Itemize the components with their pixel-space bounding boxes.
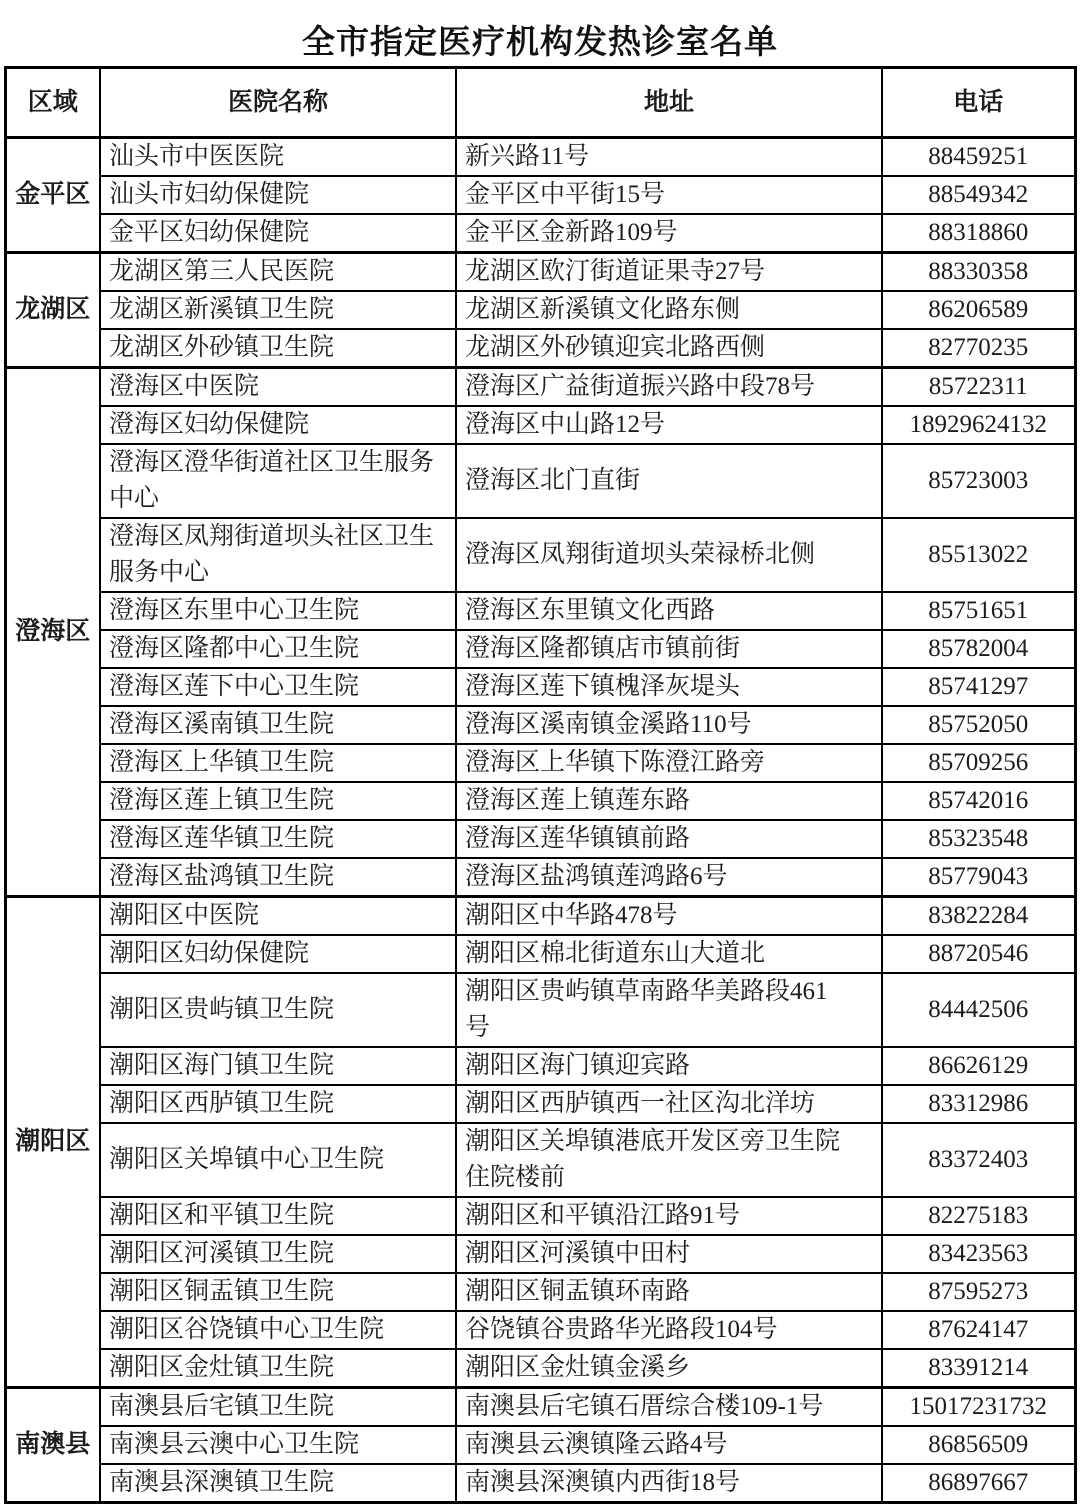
phone-cell: 83822284 [882, 897, 1075, 936]
phone-cell: 85751651 [882, 592, 1075, 630]
table-row [5, 1273, 1075, 1311]
address-cell: 澄海区隆都镇店市镇前街 [456, 630, 882, 668]
phone-cell: 88318860 [882, 214, 1075, 253]
table-row [5, 1464, 1075, 1503]
table-row [5, 858, 1075, 897]
table-row [5, 1197, 1075, 1235]
region-cell: 南澳县 [5, 1388, 100, 1503]
hospital-cell: 潮阳区河溪镇卫生院 [100, 1235, 456, 1273]
hospital-cell: 潮阳区中医院 [100, 897, 456, 936]
address-cell: 谷饶镇谷贵路华光路段104号 [456, 1311, 882, 1349]
header-row [5, 68, 1075, 138]
address-cell: 澄海区上华镇下陈澄江路旁 [456, 744, 882, 782]
address-cell: 澄海区莲华镇镇前路 [456, 820, 882, 858]
hospital-cell: 龙湖区外砂镇卫生院 [100, 329, 456, 368]
phone-cell: 85742016 [882, 782, 1075, 820]
hospital-cell: 澄海区上华镇卫生院 [100, 744, 456, 782]
address-cell: 潮阳区西胪镇西一社区沟北洋坊 [456, 1085, 882, 1123]
address-cell: 澄海区盐鸿镇莲鸿路6号 [456, 858, 882, 897]
table-header [5, 68, 1075, 138]
region-cell: 金平区 [5, 138, 100, 253]
address-cell: 南澳县深澳镇内西街18号 [456, 1464, 882, 1503]
table-row [5, 592, 1075, 630]
region-cell: 澄海区 [5, 368, 100, 897]
address-cell: 澄海区广益街道振兴路中段78号 [456, 368, 882, 407]
phone-cell: 83312986 [882, 1085, 1075, 1123]
phone-cell: 83391214 [882, 1349, 1075, 1388]
table-row [5, 820, 1075, 858]
table-row [5, 1426, 1075, 1464]
phone-cell: 85709256 [882, 744, 1075, 782]
address-cell: 龙湖区欧汀街道证果寺27号 [456, 253, 882, 292]
phone-cell: 85741297 [882, 668, 1075, 706]
address-cell: 澄海区溪南镇金溪路110号 [456, 706, 882, 744]
hospital-cell: 潮阳区妇幼保健院 [100, 935, 456, 973]
table-row [5, 1349, 1075, 1388]
table-row [5, 1047, 1075, 1085]
hospital-cell: 南澳县云澳中心卫生院 [100, 1426, 456, 1464]
table-row [5, 406, 1075, 444]
table-row [5, 138, 1075, 177]
phone-cell: 85779043 [882, 858, 1075, 897]
hospital-cell: 澄海区妇幼保健院 [100, 406, 456, 444]
address-cell: 新兴路11号 [456, 138, 882, 177]
table-row [5, 706, 1075, 744]
table-row [5, 253, 1075, 292]
address-cell: 金平区金新路109号 [456, 214, 882, 253]
hospital-cell: 澄海区中医院 [100, 368, 456, 407]
column-header-address: 地址 [456, 68, 882, 138]
address-cell: 潮阳区铜盂镇环南路 [456, 1273, 882, 1311]
phone-cell: 85782004 [882, 630, 1075, 668]
table-row [5, 630, 1075, 668]
phone-cell: 82275183 [882, 1197, 1075, 1235]
phone-cell: 83372403 [882, 1123, 1075, 1197]
fever-clinic-table [4, 66, 1077, 1504]
phone-cell: 88330358 [882, 253, 1075, 292]
table-row [5, 782, 1075, 820]
address-cell: 潮阳区金灶镇金溪乡 [456, 1349, 882, 1388]
hospital-cell: 澄海区盐鸿镇卫生院 [100, 858, 456, 897]
address-cell: 潮阳区贵屿镇草南路华美路段461号 [456, 973, 882, 1047]
hospital-cell: 汕头市中医医院 [100, 138, 456, 177]
hospital-cell: 南澳县后宅镇卫生院 [100, 1388, 456, 1427]
address-cell: 潮阳区和平镇沿江路91号 [456, 1197, 882, 1235]
hospital-cell: 澄海区隆都中心卫生院 [100, 630, 456, 668]
hospital-cell: 澄海区莲下中心卫生院 [100, 668, 456, 706]
hospital-cell: 澄海区凤翔街道坝头社区卫生服务中心 [100, 518, 456, 592]
hospital-cell: 澄海区莲上镇卫生院 [100, 782, 456, 820]
phone-cell: 85513022 [882, 518, 1075, 592]
address-cell: 澄海区中山路12号 [456, 406, 882, 444]
address-cell: 潮阳区海门镇迎宾路 [456, 1047, 882, 1085]
table-row [5, 973, 1075, 1047]
address-cell: 澄海区莲下镇槐泽灰堤头 [456, 668, 882, 706]
phone-cell: 85752050 [882, 706, 1075, 744]
table-body [5, 138, 1075, 1503]
column-header-region: 区域 [5, 68, 100, 138]
region-cell: 龙湖区 [5, 253, 100, 368]
phone-cell: 82770235 [882, 329, 1075, 368]
address-cell: 澄海区莲上镇莲东路 [456, 782, 882, 820]
hospital-cell: 南澳县深澳镇卫生院 [100, 1464, 456, 1503]
table-row [5, 1388, 1075, 1427]
address-cell: 潮阳区中华路478号 [456, 897, 882, 936]
hospital-cell: 潮阳区金灶镇卫生院 [100, 1349, 456, 1388]
phone-cell: 88459251 [882, 138, 1075, 177]
phone-cell: 85722311 [882, 368, 1075, 407]
phone-cell: 88549342 [882, 176, 1075, 214]
address-cell: 澄海区凤翔街道坝头荣禄桥北侧 [456, 518, 882, 592]
hospital-cell: 潮阳区关埠镇中心卫生院 [100, 1123, 456, 1197]
hospital-cell: 潮阳区铜盂镇卫生院 [100, 1273, 456, 1311]
phone-cell: 87624147 [882, 1311, 1075, 1349]
hospital-cell: 金平区妇幼保健院 [100, 214, 456, 253]
phone-cell: 86626129 [882, 1047, 1075, 1085]
region-cell: 潮阳区 [5, 897, 100, 1388]
table-row [5, 518, 1075, 592]
phone-cell: 85723003 [882, 444, 1075, 518]
table-row [5, 1085, 1075, 1123]
phone-cell: 86206589 [882, 291, 1075, 329]
address-cell: 金平区中平街15号 [456, 176, 882, 214]
hospital-cell: 潮阳区谷饶镇中心卫生院 [100, 1311, 456, 1349]
table-row [5, 744, 1075, 782]
address-cell: 澄海区北门直街 [456, 444, 882, 518]
hospital-cell: 汕头市妇幼保健院 [100, 176, 456, 214]
table-row [5, 897, 1075, 936]
phone-cell: 18929624132 [882, 406, 1075, 444]
table-row [5, 368, 1075, 407]
table-row [5, 668, 1075, 706]
address-cell: 潮阳区河溪镇中田村 [456, 1235, 882, 1273]
phone-cell: 84442506 [882, 973, 1075, 1047]
phone-cell: 83423563 [882, 1235, 1075, 1273]
address-cell: 潮阳区关埠镇港底开发区旁卫生院住院楼前 [456, 1123, 882, 1197]
hospital-cell: 潮阳区海门镇卫生院 [100, 1047, 456, 1085]
phone-cell: 86897667 [882, 1464, 1075, 1503]
phone-cell: 86856509 [882, 1426, 1075, 1464]
table-row [5, 176, 1075, 214]
table-row [5, 1311, 1075, 1349]
table-row [5, 1235, 1075, 1273]
table-row [5, 291, 1075, 329]
phone-cell: 85323548 [882, 820, 1075, 858]
table-row [5, 1123, 1075, 1197]
hospital-cell: 潮阳区和平镇卫生院 [100, 1197, 456, 1235]
hospital-cell: 澄海区溪南镇卫生院 [100, 706, 456, 744]
phone-cell: 15017231732 [882, 1388, 1075, 1427]
hospital-cell: 龙湖区第三人民医院 [100, 253, 456, 292]
phone-cell: 87595273 [882, 1273, 1075, 1311]
page-title: 全市指定医疗机构发热诊室名单 [302, 25, 778, 61]
hospital-cell: 潮阳区西胪镇卫生院 [100, 1085, 456, 1123]
address-cell: 龙湖区新溪镇文化路东侧 [456, 291, 882, 329]
column-header-hospital: 医院名称 [100, 68, 456, 138]
address-cell: 澄海区东里镇文化西路 [456, 592, 882, 630]
address-cell: 龙湖区外砂镇迎宾北路西侧 [456, 329, 882, 368]
address-cell: 潮阳区棉北街道东山大道北 [456, 935, 882, 973]
table-row [5, 935, 1075, 973]
address-cell: 南澳县云澳镇隆云路4号 [456, 1426, 882, 1464]
table-row [5, 329, 1075, 368]
table-row [5, 444, 1075, 518]
hospital-cell: 龙湖区新溪镇卫生院 [100, 291, 456, 329]
hospital-cell: 潮阳区贵屿镇卫生院 [100, 973, 456, 1047]
table-row [5, 214, 1075, 253]
address-cell: 南澳县后宅镇石厝综合楼109-1号 [456, 1388, 882, 1427]
phone-cell: 88720546 [882, 935, 1075, 973]
hospital-cell: 澄海区澄华街道社区卫生服务中心 [100, 444, 456, 518]
hospital-cell: 澄海区东里中心卫生院 [100, 592, 456, 630]
hospital-cell: 澄海区莲华镇卫生院 [100, 820, 456, 858]
column-header-phone: 电话 [882, 68, 1075, 138]
